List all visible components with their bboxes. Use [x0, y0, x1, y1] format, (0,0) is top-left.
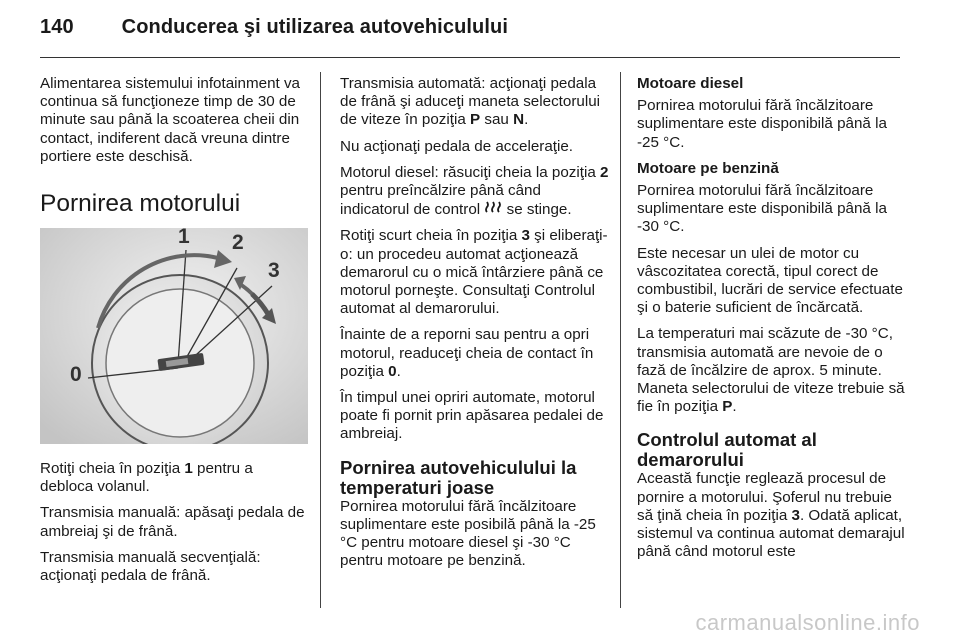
paragraph-low-temp-auto: La temperaturi mai scăzute de -30 °C, transmisia automată are nevoie de o fază de încălzire de aprox. 5 minute. Maneta selectorului de viteze trebuie să fie în poziţia P.	[637, 325, 905, 416]
column-1	[40, 75, 308, 593]
subsection-title-starter-control: Controlul automat al demarorului	[637, 429, 817, 471]
paragraph-unlock-steering: Rotiţi cheia în poziţia 1 pentru a debloca volanul.	[40, 460, 253, 496]
paragraph-restart-or-stop: Înainte de a reporni sau pentru a opri motorul, readuceţi cheia de contact în poziţia 0.	[340, 326, 594, 380]
column-divider-1	[320, 72, 321, 608]
paragraph-autostop: În timpul unei opriri automate, motorul poate fi pornit prin apăsarea pedalei de ambreiaj.	[340, 389, 604, 443]
column-3	[637, 75, 909, 569]
subsection-title-low-temperatures: Pornirea autovehiculului la temperaturi joase	[340, 456, 577, 498]
paragraph-starter-control: Această funcţie reglează procesul de pornire a motorului. Şoferul nu trebuie să ţină cheia în poziţia 3. Odată aplicat, sistemul va continua automat demarajul până când motorul este	[637, 470, 905, 561]
paragraph-petrol-limit: Pornirea motorului fără încălzitoare suplimentare este disponibilă până la -30 °C.	[637, 182, 887, 236]
paragraph-diesel-preheat: Motorul diesel: răsuciţi cheia la poziţia 2 pentru preîncălzire până când indicatorul de control se stinge.	[340, 163, 609, 219]
page-number: 140	[40, 16, 74, 38]
column-2	[340, 75, 612, 578]
glow-plug-indicator-icon	[484, 200, 502, 219]
paragraph-oil-requirements: Este necesar un ulei de motor cu vâscozitatea corectă, tipul corect de combustibil, lucrări de service efectuate şi o baterie suficient de încărcată.	[637, 244, 903, 317]
page-title: Conducerea şi utilizarea autovehiculului	[121, 16, 508, 38]
paragraph-turn-key-start: Rotiţi scurt cheia în poziţia 3 şi eliberaţi-o: un procedeu automat acţionează demarorul cu o mică întârziere până ce motorul porneşte. Consultaţi Controlul automat al demarorului.	[340, 227, 608, 318]
paragraph-automatic-transmission: Transmisia automată: acţionaţi pedala de frână şi aduceţi maneta selectorului de viteze în poziţia P sau N.	[340, 75, 601, 129]
paragraph-sequential-transmission: Transmisia manuală secvenţială: acţionaţi pedala de frână.	[40, 548, 261, 585]
page-header	[40, 16, 508, 39]
ignition-figure	[40, 225, 308, 444]
paragraph-low-temp-start: Pornirea motorului fără încălzitoare suplimentare este posibilă până la -25 °C pentru motoare diesel şi -30 °C pentru motoare pe benzină.	[340, 497, 596, 570]
section-title-engine-start: Pornirea motorului	[40, 190, 241, 218]
heading-petrol-engines: Motoare pe benzină	[637, 159, 779, 177]
paragraph-manual-transmission: Transmisia manuală: apăsaţi pedala de ambreiaj şi de frână.	[40, 504, 305, 540]
paragraph-no-accelerator: Nu acţionaţi pedala de acceleraţie.	[340, 137, 574, 155]
figure-label-2: 2	[232, 231, 244, 255]
figure-label-3: 3	[268, 259, 280, 283]
header-divider	[40, 57, 900, 58]
paragraph-diesel-limit: Pornirea motorului fără încălzitoare suplimentare este disponibilă până la -25 °C.	[637, 97, 887, 151]
heading-diesel-engines: Motoare diesel	[637, 75, 744, 92]
watermark: carmanualsonline.info	[695, 610, 920, 635]
intro-paragraph: Alimentarea sistemului infotainment va continua să funcţioneze timp de 30 de minute sau până la scoaterea cheii din contact, indiferent dacă vreuna dintre portiere este deschisă.	[40, 75, 300, 165]
column-divider-2	[620, 72, 621, 608]
figure-label-0: 0	[70, 363, 82, 387]
figure-label-1: 1	[178, 225, 190, 249]
